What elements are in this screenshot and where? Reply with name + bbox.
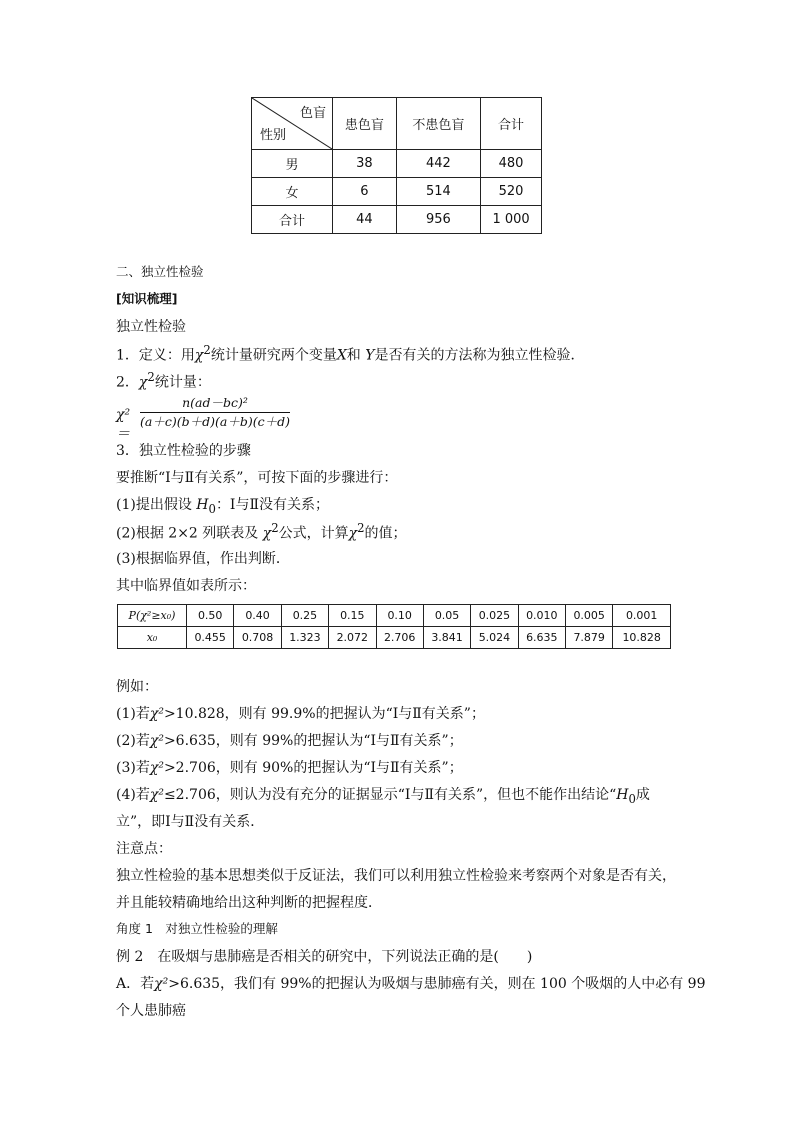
option-a-continued: 个人患肺癌 <box>116 1003 186 1019</box>
step-2: (2)根据 2×2 列联表及 $\chi^2$公式，计算$\chi^2$的值； <box>116 521 407 542</box>
row-label: 男 <box>252 150 333 178</box>
table-cell: 7.879 <box>566 627 613 649</box>
step-1: (1)提出假设 $H_0$：Ⅰ与Ⅱ没有关系； <box>116 497 329 516</box>
table-cell: 6.635 <box>518 627 565 649</box>
table-cell: 520 <box>481 178 542 206</box>
table-cell: 2.706 <box>376 627 423 649</box>
table-cell: 1.323 <box>281 627 328 649</box>
angle-label: 角度 1 对独立性检验的理解 <box>116 921 278 936</box>
corner-bottom-label: 性别 <box>260 128 287 143</box>
table-row <box>118 605 671 627</box>
definition-line: 1．定义：用$\chi^2$统计量研究两个变量X和 Y是否有关的方法称为独立性检验． <box>116 343 585 364</box>
steps-title: 3．独立性检验的步骤 <box>116 443 251 459</box>
section-heading: 二、独立性检验 <box>116 264 204 279</box>
section-subtitle: 独立性检验 <box>116 319 186 335</box>
table-row <box>252 206 542 234</box>
table-corner-cell <box>252 98 333 150</box>
table-row <box>118 627 671 649</box>
example-2: (2)若χ²>6.635，则有 99%的把握认为“Ⅰ与Ⅱ有关系”； <box>116 733 463 749</box>
formula-numerator: n(ad－bc)² <box>182 395 248 410</box>
table-cell: 956 <box>396 206 480 234</box>
table-cell: 480 <box>481 150 542 178</box>
table-cell: 0.025 <box>471 605 518 627</box>
table-cell: 6 <box>333 178 397 206</box>
notes-line-2: 并且能较精确地给出这种判断的把握程度． <box>116 895 382 911</box>
notes-title: 注意点： <box>116 841 172 857</box>
table-cell: 0.25 <box>281 605 328 627</box>
column-header: 不患色盲 <box>396 98 480 150</box>
statistic-line: 2．$\chi^2$统计量： <box>116 370 211 391</box>
column-header: 合计 <box>481 98 542 150</box>
formula-denominator: (a＋c)(b＋d)(a＋b)(c＋d) <box>140 414 290 429</box>
example-2-stem: 例 2 在吸烟与患肺癌是否相关的研究中，下列说法正确的是( ) <box>116 949 533 965</box>
steps-intro: 要推断“Ⅰ与Ⅱ有关系”，可按下面的步骤进行： <box>116 470 398 486</box>
corner-top-label: 色盲 <box>299 106 326 121</box>
table-row <box>252 178 542 206</box>
table-cell: 1 000 <box>481 206 542 234</box>
table-cell: 0.10 <box>376 605 423 627</box>
knowledge-tag: [知识梳理] <box>116 291 178 306</box>
table-row <box>252 150 542 178</box>
table-cell: 0.455 <box>187 627 234 649</box>
formula-fraction <box>140 394 290 431</box>
examples-intro: 例如： <box>116 679 158 695</box>
table-cell: 442 <box>396 150 480 178</box>
option-a: A．若χ²>6.635，我们有 99%的把握认为吸烟与患肺癌有关，则在 100 个吸烟的人中必有 99 <box>116 976 706 992</box>
row-label: 合计 <box>252 206 333 234</box>
row-label: x₀ <box>118 627 187 649</box>
formula-lhs: χ²＝ <box>116 407 131 442</box>
contingency-table <box>251 97 542 234</box>
table-cell: 0.15 <box>329 605 376 627</box>
table-cell: 2.072 <box>329 627 376 649</box>
table-cell: 5.024 <box>471 627 518 649</box>
critical-value-table <box>117 604 671 649</box>
table-cell: 10.828 <box>613 627 671 649</box>
table-cell: 0.05 <box>423 605 470 627</box>
column-header: 患色盲 <box>333 98 397 150</box>
table-cell: 0.40 <box>234 605 281 627</box>
table-cell: 514 <box>396 178 480 206</box>
notes-line-1: 独立性检验的基本思想类似于反证法，我们可以利用独立性检验来考察两个对象是否有关， <box>116 868 676 884</box>
table-cell: 44 <box>333 206 397 234</box>
row-label: P(χ²≥x₀) <box>118 605 187 627</box>
table-cell: 3.841 <box>423 627 470 649</box>
example-4-continued: 立”，即Ⅰ与Ⅱ没有关系． <box>116 814 265 830</box>
critical-table-intro: 其中临界值如表所示： <box>116 578 256 594</box>
table-cell: 38 <box>333 150 397 178</box>
table-cell: 0.50 <box>187 605 234 627</box>
example-3: (3)若χ²>2.706，则有 90%的把握认为“Ⅰ与Ⅱ有关系”； <box>116 760 463 776</box>
table-cell: 0.005 <box>566 605 613 627</box>
example-1: (1)若χ²>10.828，则有 99.9%的把握认为“Ⅰ与Ⅱ有关系”； <box>116 706 485 722</box>
table-cell: 0.708 <box>234 627 281 649</box>
example-4: (4)若χ²≤2.706，则认为没有充分的证据显示“Ⅰ与Ⅱ有关系”，但也不能作出结论“$H_0$成 <box>116 787 650 806</box>
row-label: 女 <box>252 178 333 206</box>
table-cell: 0.001 <box>613 605 671 627</box>
step-3: (3)根据临界值，作出判断． <box>116 551 290 567</box>
table-cell: 0.010 <box>518 605 565 627</box>
